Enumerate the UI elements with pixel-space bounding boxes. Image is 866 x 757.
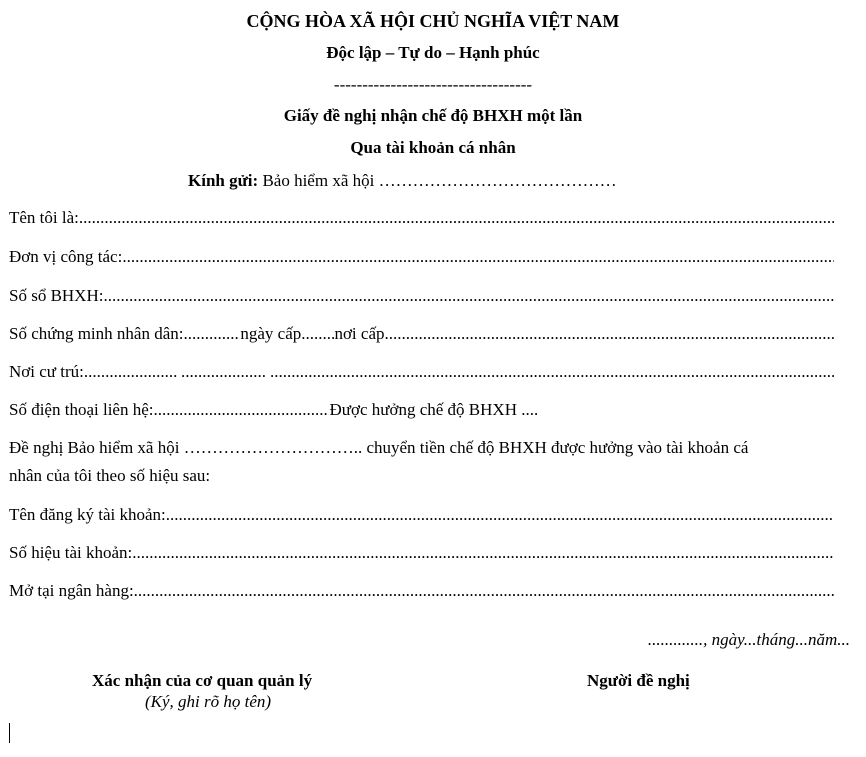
separator: ----------------------------------- bbox=[333, 75, 533, 94]
fill-dots bbox=[132, 543, 834, 563]
fill-dots bbox=[270, 362, 834, 382]
date-line: ............., ngày...tháng...năm... bbox=[647, 630, 850, 649]
field-label: Số chứng minh nhân dân: bbox=[9, 324, 184, 343]
addressee-line bbox=[188, 171, 617, 191]
document-title: Giấy đề nghị nhận chế độ BHXH một lần bbox=[283, 106, 583, 125]
field-label: Nơi cư trú: bbox=[9, 362, 84, 381]
text-cursor bbox=[9, 723, 10, 743]
field-label-issue-date: ngày cấp bbox=[240, 324, 302, 343]
field-label-issue-place: nơi cấp bbox=[334, 324, 385, 343]
field-label: Đơn vị công tác: bbox=[9, 247, 123, 266]
field-bank[interactable] bbox=[9, 581, 834, 601]
field-residence[interactable] bbox=[9, 362, 834, 382]
nation-title: CỘNG HÒA XÃ HỘI CHỦ NGHĨA VIỆT NAM bbox=[246, 11, 620, 31]
document-subtitle: Qua tài khoản cá nhân bbox=[350, 138, 516, 157]
field-phone[interactable] bbox=[9, 400, 834, 420]
field-label: Số hiệu tài khoản: bbox=[9, 543, 133, 562]
fill-dots bbox=[134, 581, 834, 601]
addressee-label: Kính gửi: bbox=[188, 171, 259, 190]
fill-dots bbox=[153, 400, 329, 420]
fill-dots bbox=[166, 505, 834, 525]
field-bhxh-number[interactable] bbox=[9, 286, 834, 306]
field-label: Số sổ BHXH: bbox=[9, 286, 104, 305]
field-label: Mở tại ngân hàng: bbox=[9, 581, 134, 600]
field-label: Tên tôi là: bbox=[9, 208, 79, 227]
field-account-name[interactable] bbox=[9, 505, 834, 525]
field-workplace[interactable] bbox=[9, 247, 834, 267]
left-signature-note: (Ký, ghi rõ họ tên) bbox=[145, 692, 272, 711]
field-label: Tên đăng ký tài khoản: bbox=[9, 505, 166, 524]
field-name[interactable] bbox=[9, 208, 834, 228]
request-line-2: nhân của tôi theo số hiệu sau: bbox=[9, 466, 211, 485]
motto: Độc lập – Tự do – Hạnh phúc bbox=[326, 43, 540, 62]
fill-dots bbox=[183, 324, 240, 344]
field-account-number[interactable] bbox=[9, 543, 834, 563]
addressee-value: Bảo hiểm xã hội …………………………………… bbox=[262, 171, 617, 190]
field-id-card[interactable] bbox=[9, 324, 834, 344]
fill-dots bbox=[301, 324, 334, 344]
field-label: Số điện thoại liên hệ: bbox=[9, 400, 154, 419]
right-signature-title: Người đề nghị bbox=[587, 671, 690, 690]
fill-dots bbox=[385, 324, 835, 344]
fill-dots bbox=[122, 247, 834, 267]
fill-dots bbox=[84, 362, 177, 382]
fill-dots bbox=[79, 208, 834, 228]
fill-dots bbox=[181, 362, 266, 382]
benefit-label: Được hưởng chế độ BHXH .... bbox=[329, 400, 539, 419]
fill-dots bbox=[103, 286, 834, 306]
left-signature-title: Xác nhận của cơ quan quản lý bbox=[92, 671, 313, 690]
request-line-1: Đề nghị Bảo hiểm xã hội ………………………….. chuyển tiền chế độ BHXH được hưởng vào tài khoản cá bbox=[9, 438, 749, 457]
